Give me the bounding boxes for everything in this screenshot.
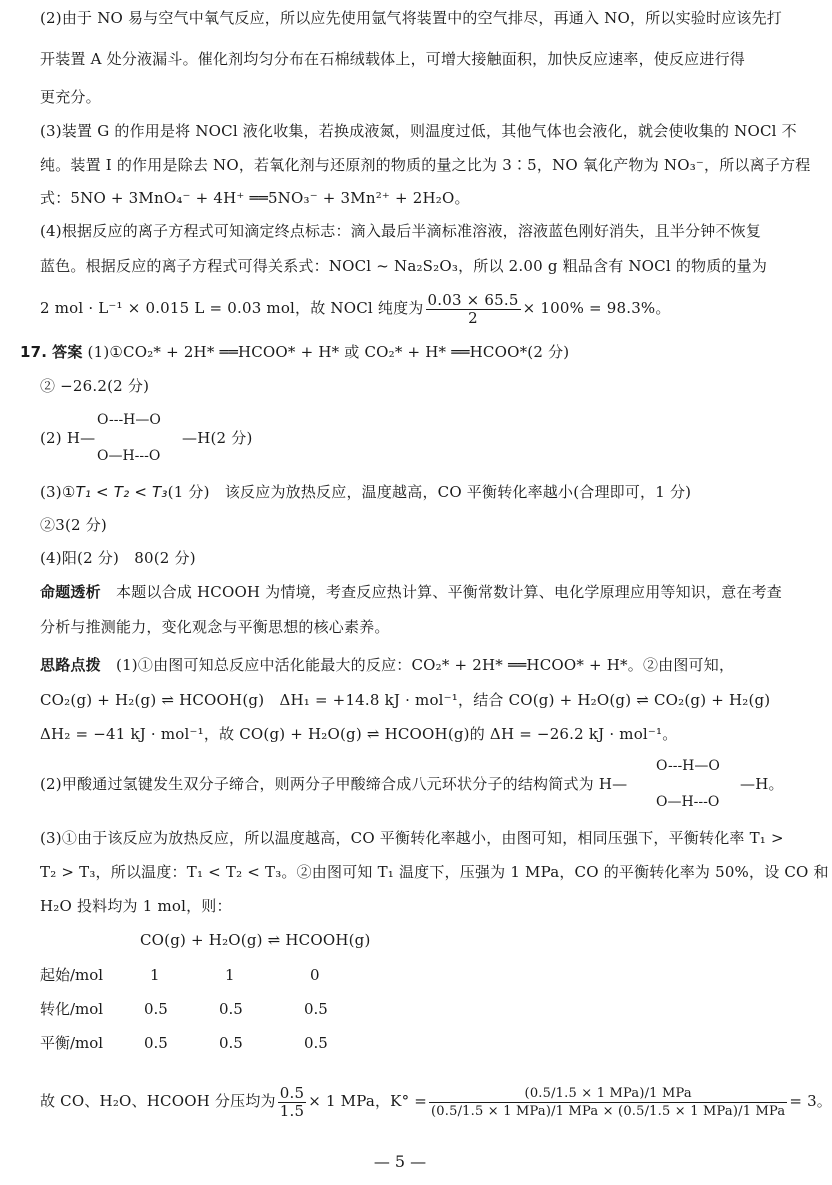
purity-result: × 100% = 98.3%。 xyxy=(522,299,671,317)
kp-numerator: (0.5/1.5 × 1 MPa)/1 MPa xyxy=(429,1085,787,1103)
row-label: 起始/mol xyxy=(40,966,104,984)
hint-line-3: ΔH₂ = −41 kJ · mol⁻¹，故 CO(g) + H₂O(g) ⇌ HCOOH(g)的 ΔH = −26.2 kJ · mol⁻¹。 xyxy=(40,725,678,743)
hint-label: 思路点拨 xyxy=(40,656,101,674)
question-number: 17. xyxy=(20,343,48,361)
fraction-denominator: 1.5 xyxy=(279,1101,305,1120)
hint-line-6: T₂ > T₃，所以温度：T₁ < T₂ < T₃。②由图可知 T₁ 温度下，压强为 1 MPa，CO 的平衡转化率为 50%，设 CO 和 xyxy=(40,863,829,881)
answer-4-text: (1 分) 该反应为放热反应，温度越高，CO 平衡转化率越小(合理即可，1 分) xyxy=(167,483,692,501)
analysis-line-1 xyxy=(40,582,782,602)
p16-line-9 xyxy=(40,290,671,327)
equilibrium-equation: CO(g) + H₂O(g) ⇌ HCOOH(g) xyxy=(140,931,371,949)
row-label: 转化/mol xyxy=(40,1000,104,1018)
cell: 0.5 xyxy=(219,1034,243,1052)
cell: 1 xyxy=(225,966,235,984)
fraction-numerator: 0.5 xyxy=(279,1083,305,1102)
hint-line-4-suffix: —H。 xyxy=(740,775,784,793)
row-label: 平衡/mol xyxy=(40,1034,104,1052)
analysis-text: 本题以合成 HCOOH 为情境，考查反应热计算、平衡常数计算、电化学原理应用等知识，意在考查 xyxy=(116,583,782,601)
answer-1: (1)①CO₂* + 2H* ══HCOO* + H* 或 CO₂* + H* ══HCOO*(2 分) xyxy=(87,343,570,361)
structure-top: O---H—O xyxy=(97,412,161,428)
answer-2: ② −26.2(2 分) xyxy=(40,377,150,395)
hint-line-7: H₂O 投料均为 1 mol，则： xyxy=(40,897,232,915)
structure-bottom: O—H---O xyxy=(97,448,161,464)
table-row xyxy=(40,1033,328,1053)
answer-3-prefix: (2) H— xyxy=(40,429,96,447)
answer-6: (4)阳(2 分) 80(2 分) xyxy=(40,549,196,567)
analysis-label: 命题透析 xyxy=(40,583,101,601)
dimer-structure xyxy=(97,412,161,464)
p16-line-2: 开装置 A 处分液漏斗。催化剂均匀分布在石棉绒载体上，可增大接触面积，加快反应速率，使反应进行得 xyxy=(40,50,745,68)
hint-text-1: (1)①由图可知总反应中活化能最大的反应：CO₂* + 2H* ══HCOO* + H*。②由图可知， xyxy=(116,656,735,674)
hint-line-1 xyxy=(40,655,734,675)
p16-line-7: (4)根据反应的离子方程式可知滴定终点标志：滴入最后半滴标准溶液，溶液蓝色刚好消失，且半分钟不恢复 xyxy=(40,222,762,240)
answer-5: ②3(2 分) xyxy=(40,516,107,534)
cell: 1 xyxy=(150,966,160,984)
dimer-structure-2 xyxy=(656,758,720,810)
table-row xyxy=(40,965,320,985)
kp-fraction xyxy=(429,1085,787,1120)
hint-line-2: CO₂(g) + H₂(g) ⇌ HCOOH(g) ΔH₁ = +14.8 kJ · mol⁻¹，结合 CO(g) + H₂O(g) ⇌ CO₂(g) + H₂(g) xyxy=(40,691,771,709)
answer-label: 答案 xyxy=(52,343,83,361)
p16-line-6: 式：5NO + 3MnO₄⁻ + 4H⁺ ══5NO₃⁻ + 3Mn²⁺ + 2H₂O。 xyxy=(40,189,470,207)
answer-4 xyxy=(40,482,691,502)
purity-text: 2 mol · L⁻¹ × 0.015 L = 0.03 mol，故 NOCl 纯度为 xyxy=(40,299,424,317)
table-row xyxy=(40,999,328,1019)
kp-label: × 1 MPa，K° = xyxy=(308,1092,428,1110)
p16-line-8: 蓝色。根据反应的离子方程式可得关系式：NOCl ~ Na₂S₂O₃，所以 2.00 g 粗品含有 NOCl 的物质的量为 xyxy=(40,257,768,275)
page-number: — 5 — xyxy=(373,1152,427,1171)
p16-line-4: (3)装置 G 的作用是将 NOCl 液化收集，若换成液氮，则温度过低，其他气体也会液化，就会使收集的 NOCl 不 xyxy=(40,122,797,140)
cell: 0.5 xyxy=(144,1034,168,1052)
cell: 0 xyxy=(310,966,320,984)
p16-line-5: 纯。装置 I 的作用是除去 NO，若氧化剂与还原剂的物质的量之比为 3∶5，NO 氧化产物为 NO₃⁻，所以离子方程 xyxy=(40,156,811,174)
q17-answer-line-1 xyxy=(20,342,569,362)
cell: 0.5 xyxy=(219,1000,243,1018)
kp-line xyxy=(40,1083,832,1120)
partial-pressure-fraction xyxy=(278,1085,306,1120)
partial-pressure-text: 故 CO、H₂O、HCOOH 分压均为 xyxy=(40,1092,276,1110)
hint-line-5: (3)①由于该反应为放热反应，所以温度越高，CO 平衡转化率越小，由图可知，相同压强下，平衡转化率 T₁ > xyxy=(40,829,784,847)
analysis-line-2: 分析与推测能力，变化观念与平衡思想的核心素养。 xyxy=(40,618,390,636)
cell: 0.5 xyxy=(144,1000,168,1018)
cell: 0.5 xyxy=(304,1034,328,1052)
cell: 0.5 xyxy=(304,1000,328,1018)
answer-4-num: (3)① xyxy=(40,483,76,501)
hint-line-4: (2)甲酸通过氢键发生双分子缔合，则两分子甲酸缔合成八元环状分子的结构简式为 H— xyxy=(40,775,628,793)
fraction-denominator: 2 xyxy=(468,308,478,327)
p16-line-1: (2)由于 NO 易与空气中氧气反应，所以应先使用氩气将装置中的空气排尽，再通入 NO，所以实验时应该先打 xyxy=(40,9,783,27)
temperature-order: T₁ < T₂ < T₃ xyxy=(75,483,168,501)
p16-line-3: 更充分。 xyxy=(40,88,101,106)
kp-result: = 3。 xyxy=(789,1092,832,1110)
kp-denominator: (0.5/1.5 × 1 MPa)/1 MPa × (0.5/1.5 × 1 MPa)/1 MPa xyxy=(431,1103,786,1119)
answer-3-suffix: —H(2 分) xyxy=(182,429,253,447)
structure-2-top: O---H—O xyxy=(656,758,720,774)
fraction-numerator: 0.03 × 65.5 xyxy=(427,290,519,309)
structure-2-bottom: O—H---O xyxy=(656,794,720,810)
purity-fraction xyxy=(426,292,521,327)
